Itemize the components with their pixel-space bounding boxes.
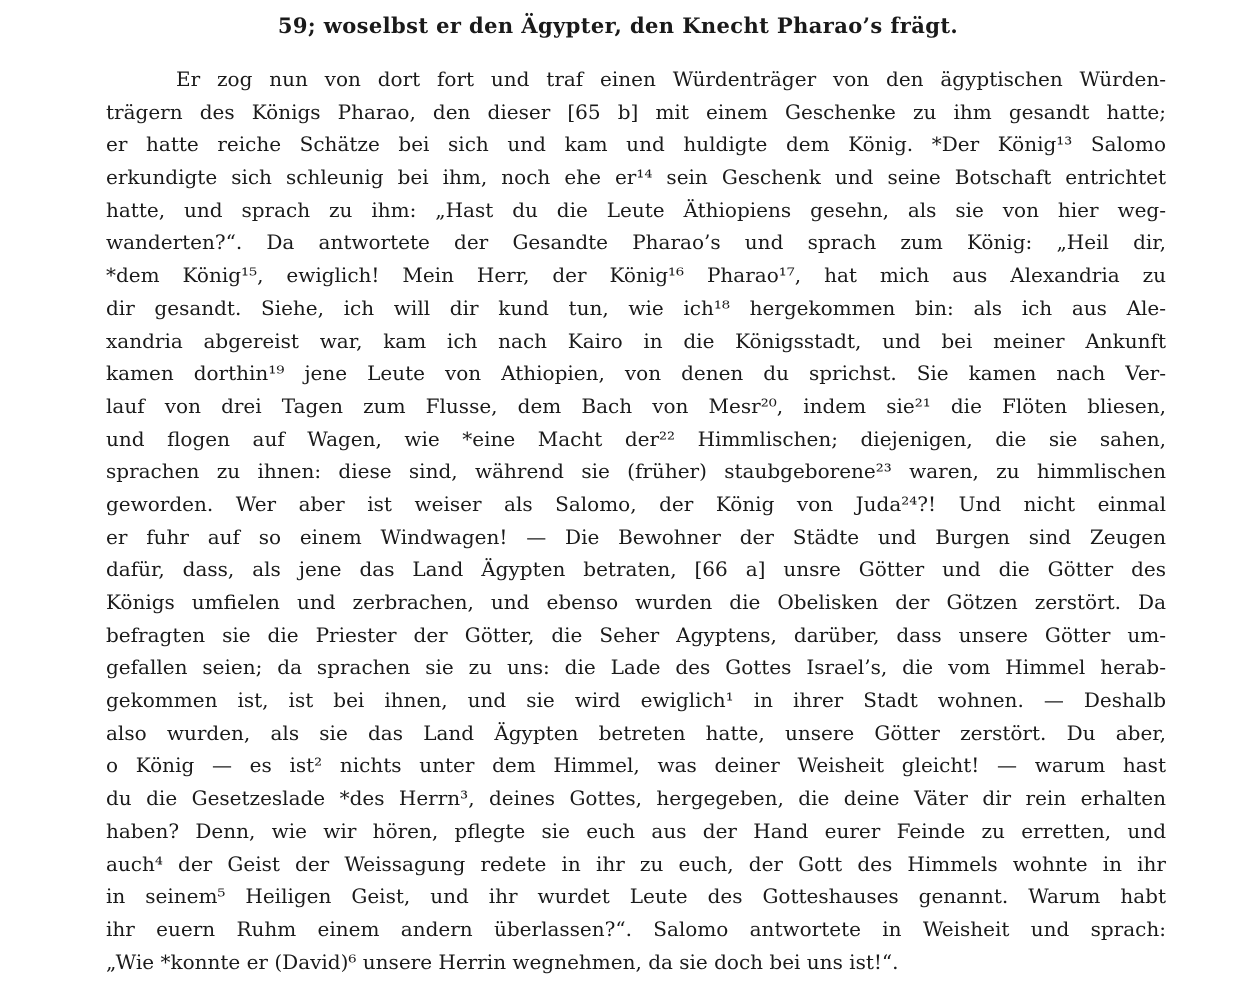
text-line: gefallen seien; da sprachen sie zu uns: die Lade des Gottes Israel’s, die vom Himmel herab-: [106, 655, 1166, 680]
text-line: geworden. Wer aber ist weiser als Salomo, der König von Juda²⁴?! Und nicht einmal: [106, 491, 1166, 516]
text-line: befragten sie die Priester der Götter, die Seher Agyptens, darüber, dass unsere Götter um-: [106, 622, 1166, 647]
text-line: haben? Denn, wie wir hören, pflegte sie euch aus der Hand eurer Feinde zu erretten, und: [106, 818, 1166, 843]
text-line: er fuhr auf so einem Windwagen! — Die Bewohner der Städte und Burgen sind Zeugen: [106, 524, 1166, 549]
section-heading: 59; woselbst er den Ägypter, den Knecht Pharao’s frägt.: [277, 13, 959, 38]
text-line: und flogen auf Wagen, wie *eine Macht der²² Himmlischen; diejenigen, die sie sahen,: [106, 426, 1166, 451]
text-line: gekommen ist, ist bei ihnen, und sie wird ewiglich¹ in ihrer Stadt wohnen. — Deshalb: [106, 688, 1166, 713]
text-line: dir gesandt. Siehe, ich will dir kund tun, wie ich¹⁸ hergekommen bin: als ich aus Ale-: [106, 295, 1166, 320]
text-line: also wurden, als sie das Land Ägypten betreten hatte, unsere Götter zerstört. Du aber,: [106, 720, 1166, 745]
text-line: *dem König¹⁵, ewiglich! Mein Herr, der König¹⁶ Pharao¹⁷, hat mich aus Alexandria zu: [106, 263, 1166, 288]
text-line: auch⁴ der Geist der Weissagung redete in ihr zu euch, der Gott des Himmels wohnte in ihr: [106, 851, 1166, 876]
text-line: kamen dorthin¹⁹ jene Leute von Athiopien, von denen du sprichst. Sie kamen nach Ver-: [106, 361, 1166, 386]
text-line: sprachen zu ihnen: diese sind, während sie (früher) staubgeborene²³ waren, zu himmlischen: [106, 459, 1166, 484]
text-line: du die Gesetzeslade *des Herrn³, deines Gottes, hergegeben, die deine Väter dir rein erhalten: [106, 786, 1166, 811]
text-line: in seinem⁵ Heiligen Geist, und ihr wurdet Leute des Gotteshauses genannt. Warum habt: [106, 884, 1166, 909]
text-line: xandria abgereist war, kam ich nach Kairo in die Königsstadt, und bei meiner Ankunft: [106, 328, 1166, 353]
text-line: „Wie *konnte er (David)⁶ unsere Herrin wegnehmen, da sie doch bei uns ist!“.: [106, 949, 899, 974]
text-line: ihr euern Ruhm einem andern überlassen?“. Salomo antwortete in Weisheit und sprach:: [106, 916, 1166, 941]
text-line: dafür, dass, als jene das Land Ägypten betraten, [66 a] unsre Götter und die Götter des: [106, 557, 1166, 582]
text-line: hatte, und sprach zu ihm: „Hast du die Leute Äthiopiens gesehn, als sie von hier weg-: [106, 197, 1166, 222]
text-line: o König — es ist² nichts unter dem Himmel, was deiner Weisheit gleicht! — warum hast: [106, 753, 1166, 778]
body-text: [106, 63, 1166, 978]
text-line: wanderten?“. Da antwortete der Gesandte Pharao’s und sprach zum König: „Heil dir,: [106, 230, 1166, 255]
text-line: trägern des Königs Pharao, den dieser [65 b] mit einem Geschenke zu ihm gesandt hatte;: [106, 99, 1166, 124]
text-line: lauf von drei Tagen zum Flusse, dem Bach von Mesr²⁰, indem sie²¹ die Flöten bliesen,: [106, 393, 1166, 418]
text-line: erkundigte sich schleunig bei ihm, noch ehe er¹⁴ sein Geschenk und seine Botschaft entrichtet: [106, 165, 1166, 190]
text-line: Königs umfielen und zerbrachen, und ebenso wurden die Obelisken der Götzen zerstört. Da: [106, 590, 1166, 614]
text-line: Er zog nun von dort fort und traf einen Würdenträger von den ägyptischen Würden-: [176, 67, 1166, 91]
text-line: er hatte reiche Schätze bei sich und kam und huldigte dem König. *Der König¹³ Salomo: [106, 132, 1166, 157]
